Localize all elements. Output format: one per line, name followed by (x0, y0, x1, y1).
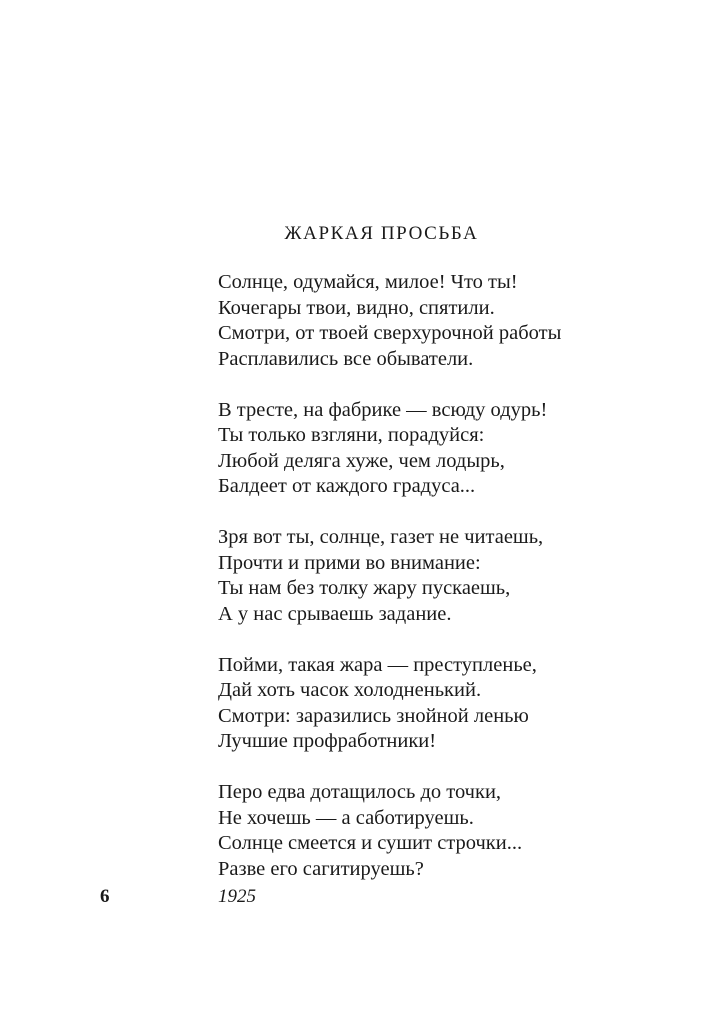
poem-line: Разве его сагитируешь? (218, 857, 424, 880)
poem-line: А у нас срываешь задание. (218, 602, 452, 625)
poem-line: Солнце смеется и сушит строчки... (218, 832, 523, 854)
poem-line: Пойми, такая жара — преступленье, (218, 653, 537, 676)
poem-date: 1925 (218, 886, 256, 907)
poem-line: Не хочешь — а саботируешь. (218, 806, 474, 829)
poem-line: Ты нам без толку жару пускаешь, (218, 577, 511, 599)
poem-line: В тресте, на фабрике — всюду одурь! (218, 398, 548, 421)
poem-line: Расплавились все обыватели. (218, 347, 474, 370)
stanza-2 (218, 398, 688, 500)
stanza-1 (218, 270, 688, 372)
stanza-4 (218, 653, 688, 755)
page-number: 6 (100, 886, 110, 907)
poem-line: Дай хоть часок холодненький. (218, 679, 482, 701)
poem-line: Ты только взгляни, порадуйся: (218, 424, 485, 446)
poem-line: Смотри: заразились знойной ленью (218, 704, 529, 727)
poem-line: Перо едва дотащилось до точки, (218, 781, 502, 803)
stanza-5 (218, 780, 688, 882)
poem-line: Смотри, от твоей сверхурочной работы (218, 322, 562, 344)
poem-line: Солнце, одумайся, милое! Что ты! (218, 271, 518, 293)
poem-line: Зря вот ты, солнце, газет не читаешь, (218, 526, 544, 548)
poem-line: Лучшие профработники! (218, 730, 437, 752)
poem-line: Прочти и прими во внимание: (218, 551, 481, 574)
stanza-3 (218, 525, 688, 627)
poem-title: ЖАРКАЯ ПРОСЬБА (284, 223, 479, 244)
poem-line: Любой деляга хуже, чем лодырь, (218, 449, 505, 472)
poem-line: Кочегары твои, видно, спятили. (218, 296, 495, 319)
poem-line: Балдеет от каждого градуса... (218, 475, 476, 497)
poem-body (218, 270, 688, 882)
